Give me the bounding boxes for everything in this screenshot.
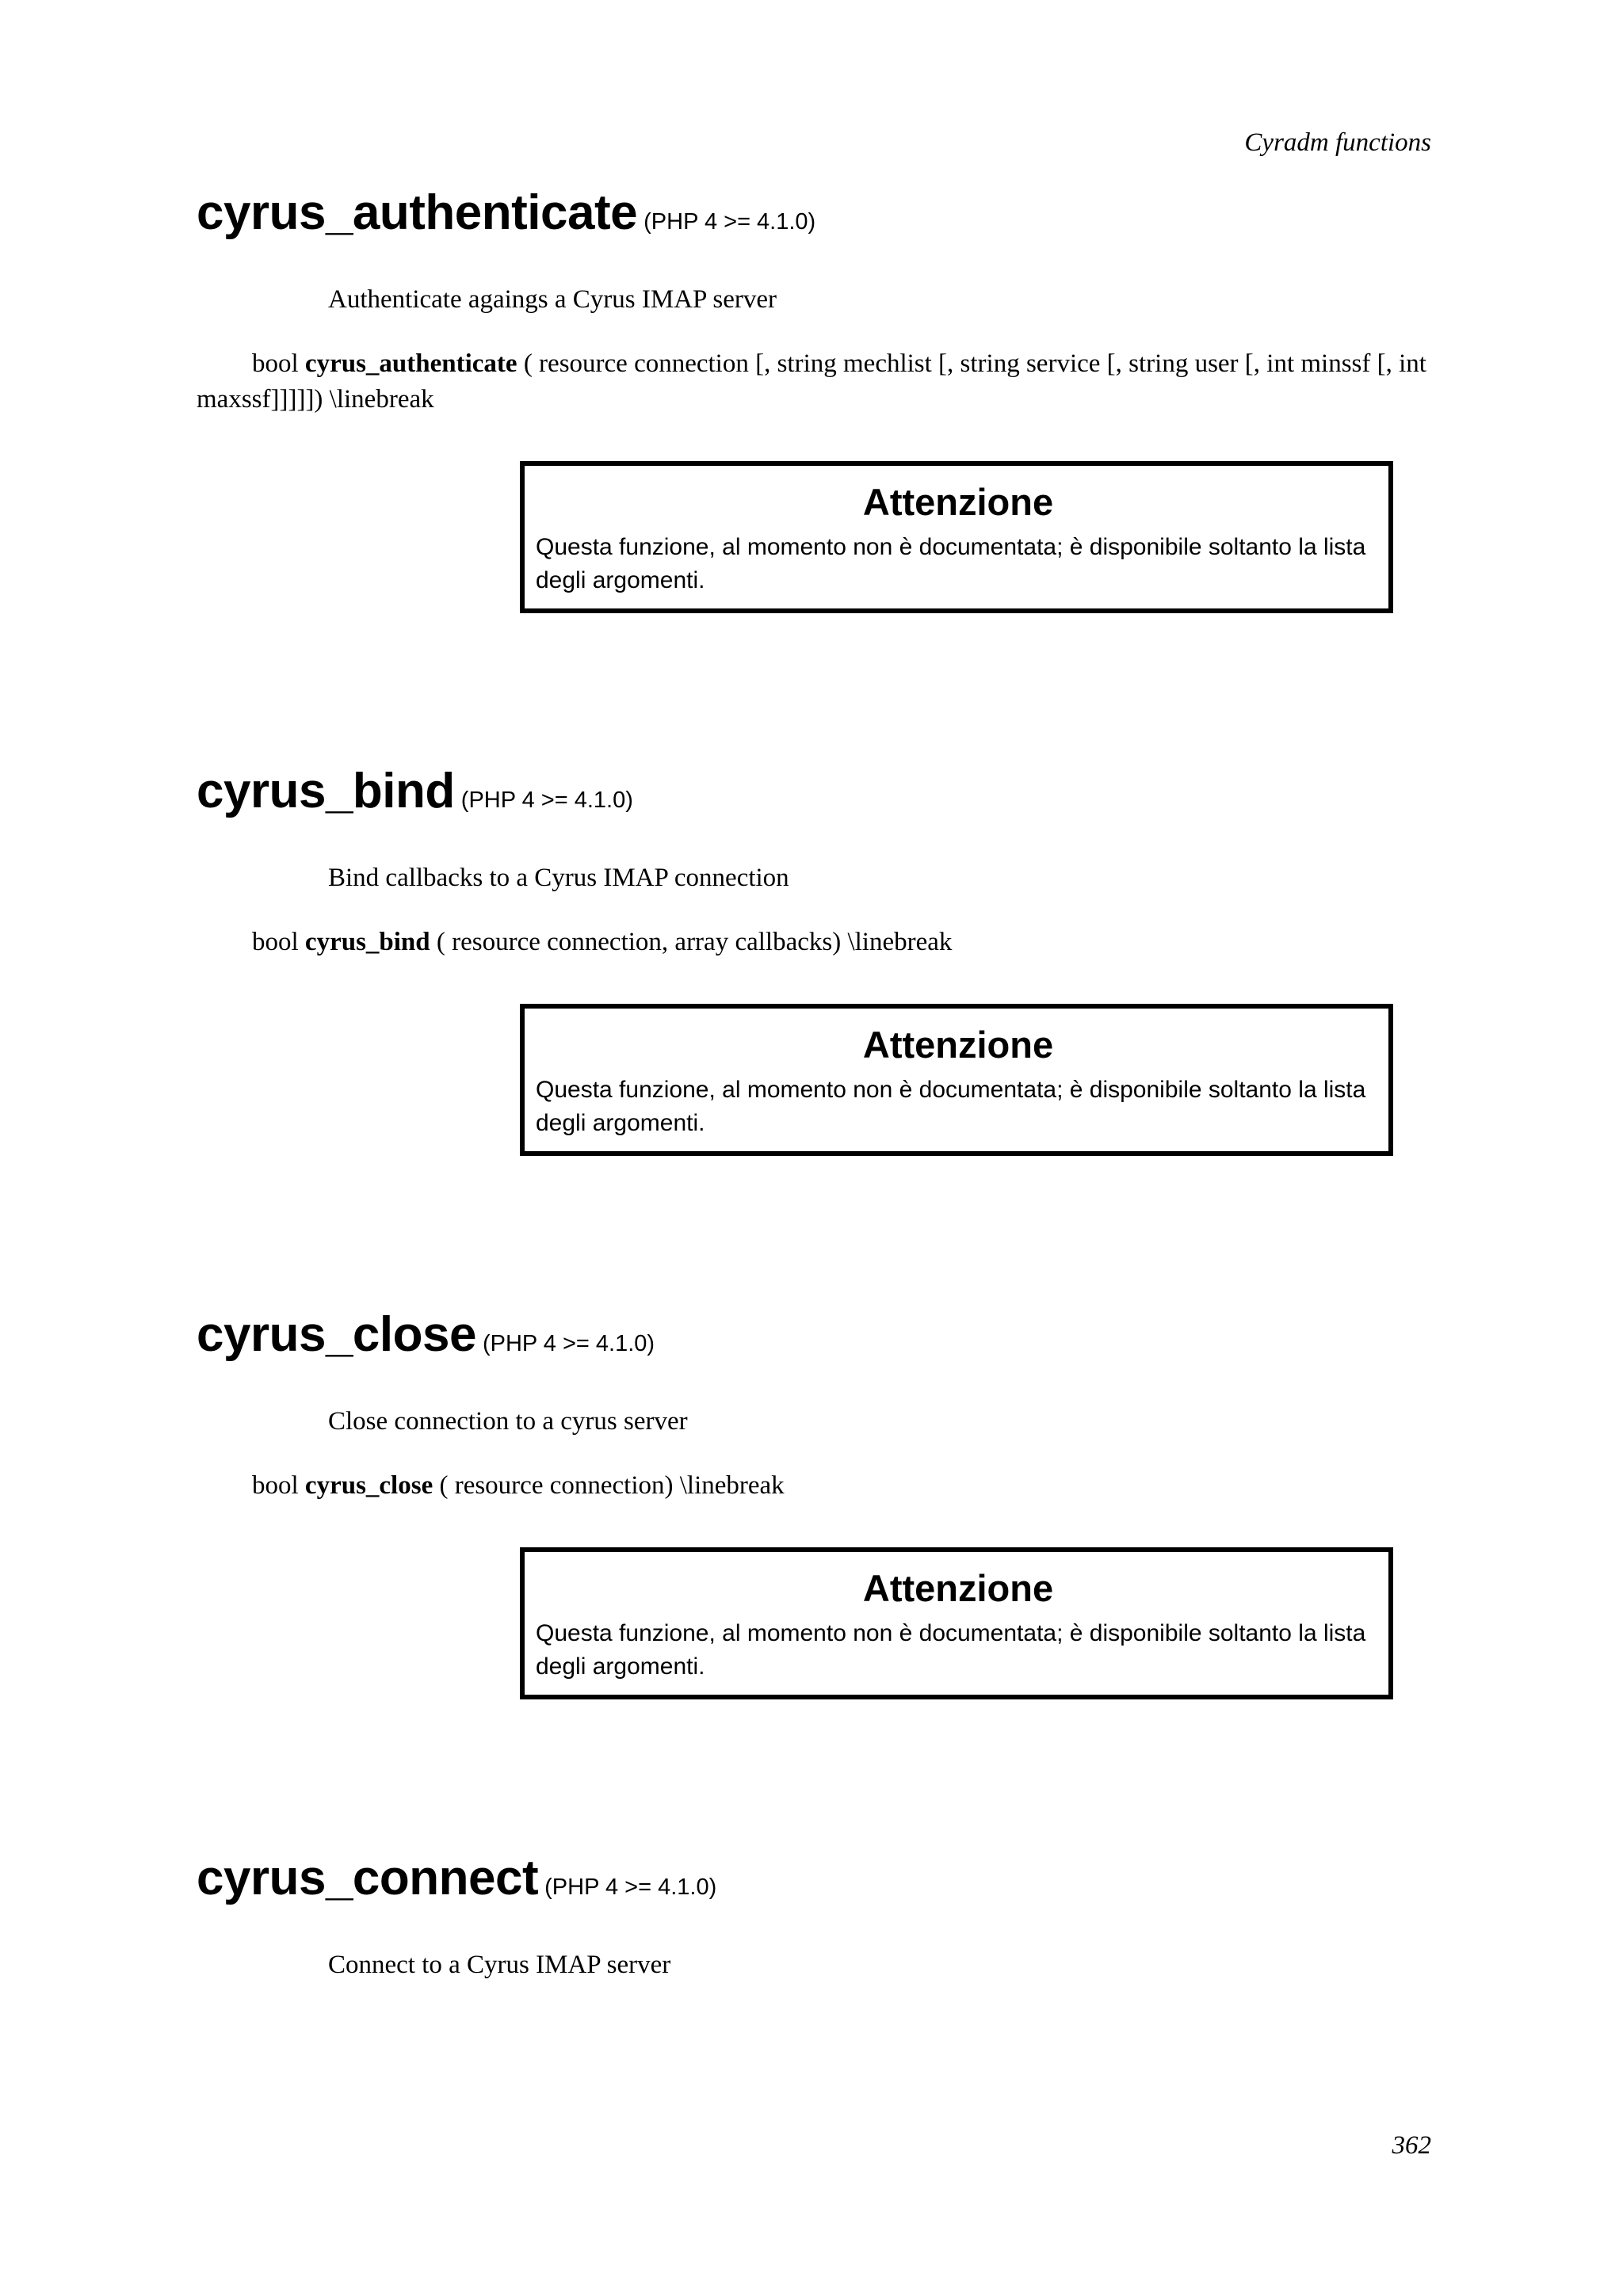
synopsis-params: ( resource connection, array callbacks) \linebreak [436,928,953,956]
synopsis-function-name: cyrus_close [304,1471,433,1500]
synopsis-params: ( resource connection [, string mechlist [, string service [, string user [, int minssf [, int maxssf]]]]]) \linebreak [197,349,1426,414]
page-number: 362 [1392,2131,1431,2160]
function-heading [197,764,1431,818]
function-heading [197,1307,1431,1362]
warning-text: Questa funzione, al momento non è documentata; è disponibile soltanto la lista degli argomenti. [536,1619,1366,1680]
warning-title: Attenzione [862,1024,1054,1066]
function-purpose: Connect to a Cyrus IMAP server [328,1951,671,1979]
synopsis-function-name: cyrus_authenticate [304,349,517,378]
function-purpose: Bind callbacks to a Cyrus IMAP connection [328,864,789,892]
warning-text: Questa funzione, al momento non è documentata; è disponibile soltanto la lista degli argomenti. [536,533,1366,593]
warning-title: Attenzione [862,1567,1054,1609]
function-heading [197,1851,1431,1905]
return-type: bool [252,928,299,956]
function-purpose: Authenticate agaings a Cyrus IMAP server [328,285,777,314]
function-entry-cyrus-authenticate [197,185,1431,613]
return-type: bool [252,349,299,378]
function-synopsis [197,346,1431,418]
function-version: (PHP 4 >= 4.1.0) [643,209,816,235]
return-type: bool [252,1471,299,1500]
function-name: cyrus_bind [197,764,455,818]
function-heading [197,185,1431,240]
synopsis-function-name: cyrus_bind [304,928,430,956]
function-purpose: Close connection to a cyrus server [328,1407,688,1436]
function-entry-cyrus-bind [197,764,1431,1156]
warning-box [520,1004,1393,1156]
function-version: (PHP 4 >= 4.1.0) [482,1331,655,1356]
warning-title: Attenzione [862,481,1054,523]
synopsis-params: ( resource connection) \linebreak [439,1471,785,1500]
function-synopsis [197,1468,1431,1504]
running-header: Cyradm functions [1244,128,1431,157]
function-version: (PHP 4 >= 4.1.0) [544,1875,717,1900]
function-name: cyrus_close [197,1307,476,1362]
warning-text: Questa funzione, al momento non è documentata; è disponibile soltanto la lista degli argomenti. [536,1076,1366,1136]
function-version: (PHP 4 >= 4.1.0) [460,788,633,813]
function-name: cyrus_connect [197,1851,539,1905]
function-name: cyrus_authenticate [197,185,638,240]
warning-box [520,461,1393,613]
function-synopsis [197,925,1431,960]
function-entry-cyrus-close [197,1307,1431,1699]
function-entry-cyrus-connect [197,1851,1431,1980]
warning-box [520,1547,1393,1699]
